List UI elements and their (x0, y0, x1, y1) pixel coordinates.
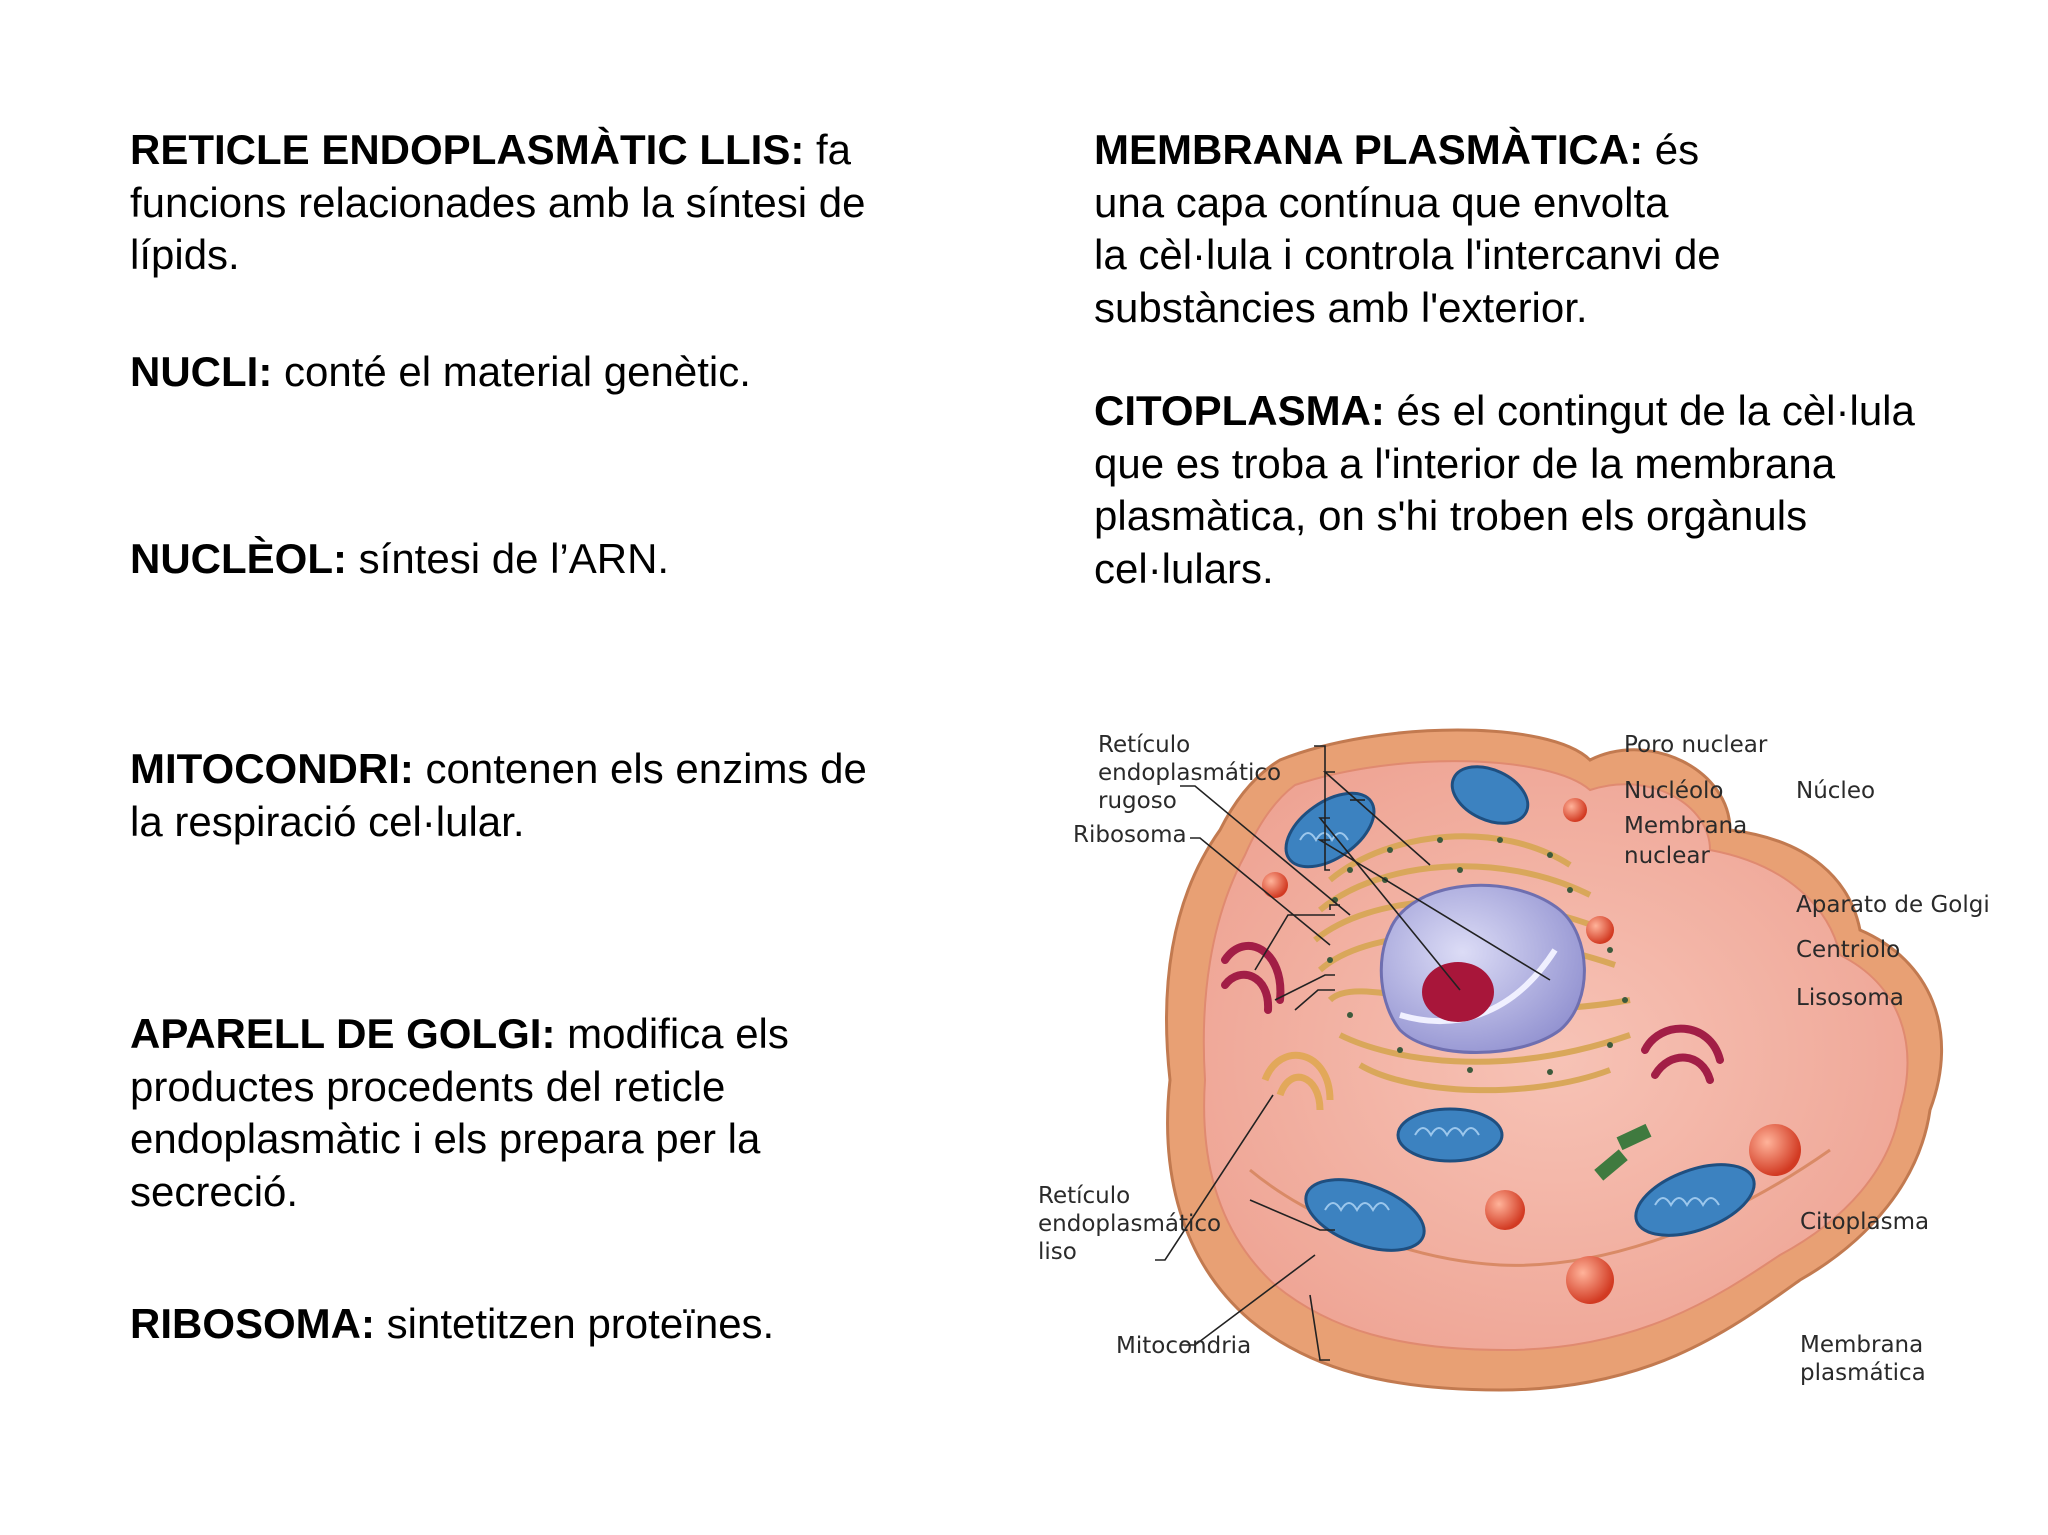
label-rel-2: endoplasmático (1038, 1211, 1222, 1237)
nucleus (1381, 885, 1584, 1052)
term: NUCLI: (130, 348, 273, 395)
description: fa funcions relacionades amb la síntesi de lípids. (130, 126, 866, 278)
term: RETICLE ENDOPLASMÀTIC LLIS: (130, 126, 805, 173)
animal-cell-diagram (1030, 700, 2040, 1430)
term: MEMBRANA PLASMÀTICA: (1094, 126, 1644, 173)
term: MITOCONDRI: (130, 745, 414, 792)
definition-ribosoma (130, 1298, 774, 1351)
term: CITOPLASMA: (1094, 387, 1385, 434)
label-membrana-plasmatica-2: plasmática (1800, 1360, 1926, 1386)
label-rer-3: rugoso (1098, 788, 1177, 814)
label-centriolo: Centriolo (1796, 937, 1901, 963)
label-poro-nuclear: Poro nuclear (1624, 732, 1768, 758)
term: NUCLÈOL: (130, 535, 347, 582)
description: contenen els enzims de la respiració cel·lular. (130, 745, 867, 845)
label-rel-1: Retículo (1038, 1183, 1131, 1209)
definition-citoplasma (1094, 385, 1915, 595)
label-nucleolo: Nucléolo (1624, 778, 1724, 804)
label-membrana-nuclear-1: Membrana (1624, 813, 1748, 839)
label-ribosoma: Ribosoma (1073, 822, 1187, 848)
description: síntesi de l’ARN. (346, 535, 670, 582)
definition-nucleol (130, 533, 669, 586)
definition-mitocondri (130, 743, 867, 848)
definition-membrana (1094, 124, 1721, 334)
definition-reticle-llis (130, 124, 865, 282)
label-rer-1: Retículo (1098, 732, 1191, 758)
label-citoplasma: Citoplasma (1800, 1209, 1930, 1235)
label-golgi: Aparato de Golgi (1796, 892, 1990, 918)
label-lisosoma: Lisosoma (1796, 985, 1904, 1011)
description: és el contingut de la cèl·lula que es troba a l'interior de la membrana plasmàtica, on s'hi troben els orgànuls cel·lulars. (1094, 387, 1915, 592)
label-nucleo: Núcleo (1796, 778, 1876, 804)
description: modifica els productes procedents del reticle endoplasmàtic i els prepara per la secreció. (130, 1010, 789, 1215)
definition-golgi (130, 1008, 789, 1218)
label-membrana-nuclear-2: nuclear (1624, 843, 1710, 869)
label-membrana-plasmatica-1: Membrana (1800, 1332, 1924, 1358)
definition-nucli (130, 346, 751, 399)
description: és una capa contínua que envolta la cèl·lula i controla l'intercanvi de substàncies amb l'exterior. (1094, 126, 1721, 331)
term: APARELL DE GOLGI: (130, 1010, 556, 1057)
description: sintetitzen proteïnes. (375, 1300, 775, 1347)
term: RIBOSOMA: (130, 1300, 375, 1347)
label-rer-2: endoplasmático (1098, 760, 1282, 786)
label-mitocondria: Mitocondria (1116, 1333, 1252, 1359)
nucleolus (1422, 962, 1494, 1022)
description: conté el material genètic. (272, 348, 751, 395)
label-rel-3: liso (1038, 1239, 1077, 1265)
